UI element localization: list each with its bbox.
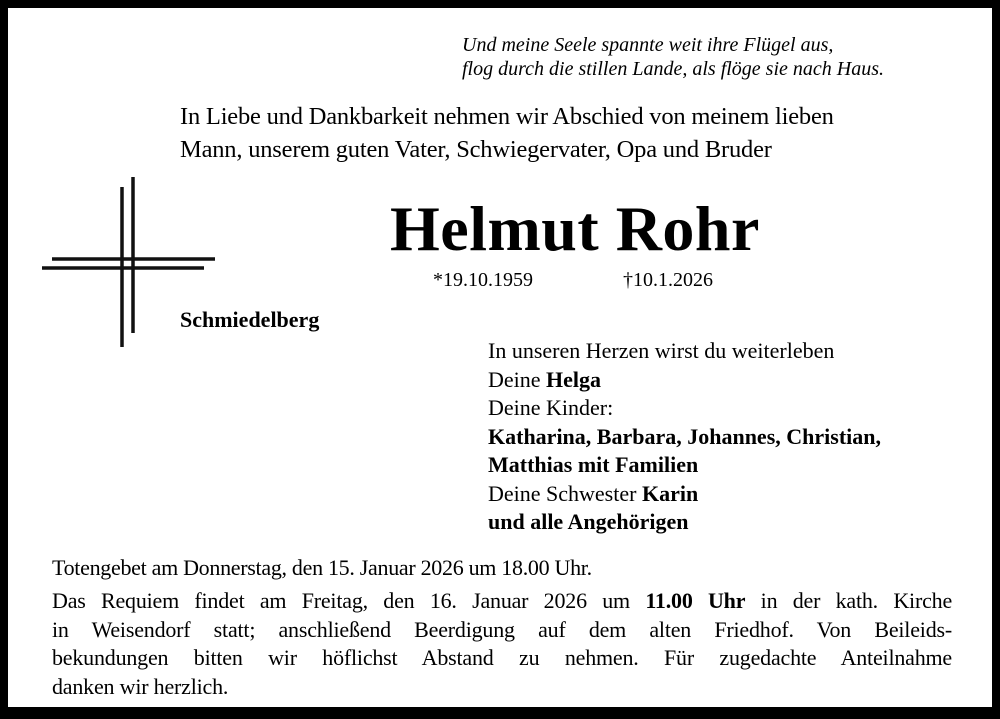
children-names: Katharina, Barbara, Johannes, Christian, [488, 423, 881, 449]
mourners-list [488, 337, 881, 537]
requiem-line: danken wir herzlich. [52, 673, 229, 699]
children-names: Matthias mit Familien [488, 452, 699, 477]
requiem-text: in der kath. Kirche [745, 588, 953, 613]
intro-text [180, 100, 834, 166]
requiem-line: bekundungen bitten wir höflichst Abstand zu nehmen. Für zugedachte Anteilnahme [52, 645, 952, 670]
family-line: In unseren Herzen wirst du weiterleben [488, 338, 835, 363]
family-line: Deine Kinder: [488, 395, 614, 420]
requiem-line: in Weisendorf statt; anschließend Beerdigung auf dem alten Friedhof. Von Beileids- [52, 616, 952, 642]
poem-line: flog durch die stillen Lande, als flöge sie nach Haus. [462, 58, 885, 80]
poem-verse [462, 33, 884, 81]
requiem-time: 11.00 Uhr [645, 588, 746, 613]
family-line [488, 480, 881, 509]
family-text: Deine Schwester [488, 480, 642, 506]
prayer-notice: Totengebet am Donnerstag, den 15. Januar 2026 um 18.00 Uhr. [52, 555, 592, 580]
sister-name: Karin [641, 480, 699, 506]
intro-line: In Liebe und Dankbarkeit nehmen wir Abschied von meinem lieben [180, 103, 834, 130]
death-date: †10.1.2026 [623, 269, 713, 291]
birth-date: *19.10.1959 [433, 269, 533, 291]
poem-line: Und meine Seele spannte weit ihre Flügel aus, [462, 34, 834, 56]
intro-line: Mann, unserem guten Vater, Schwiegervater, Opa und Bruder [180, 136, 772, 163]
double-line-cross-icon [30, 170, 230, 370]
requiem-notice [52, 587, 952, 701]
family-text: Deine [488, 366, 547, 392]
requiem-text: Das Requiem findet am Freitag, den 16. Januar 2026 um [52, 588, 646, 613]
requiem-line [52, 587, 952, 616]
family-line [488, 366, 881, 395]
spouse-name: Helga [546, 366, 602, 392]
relatives: und alle Angehörigen [488, 509, 689, 534]
hometown: Schmiedelberg [180, 307, 320, 332]
deceased-name: Helmut Rohr [390, 193, 760, 264]
